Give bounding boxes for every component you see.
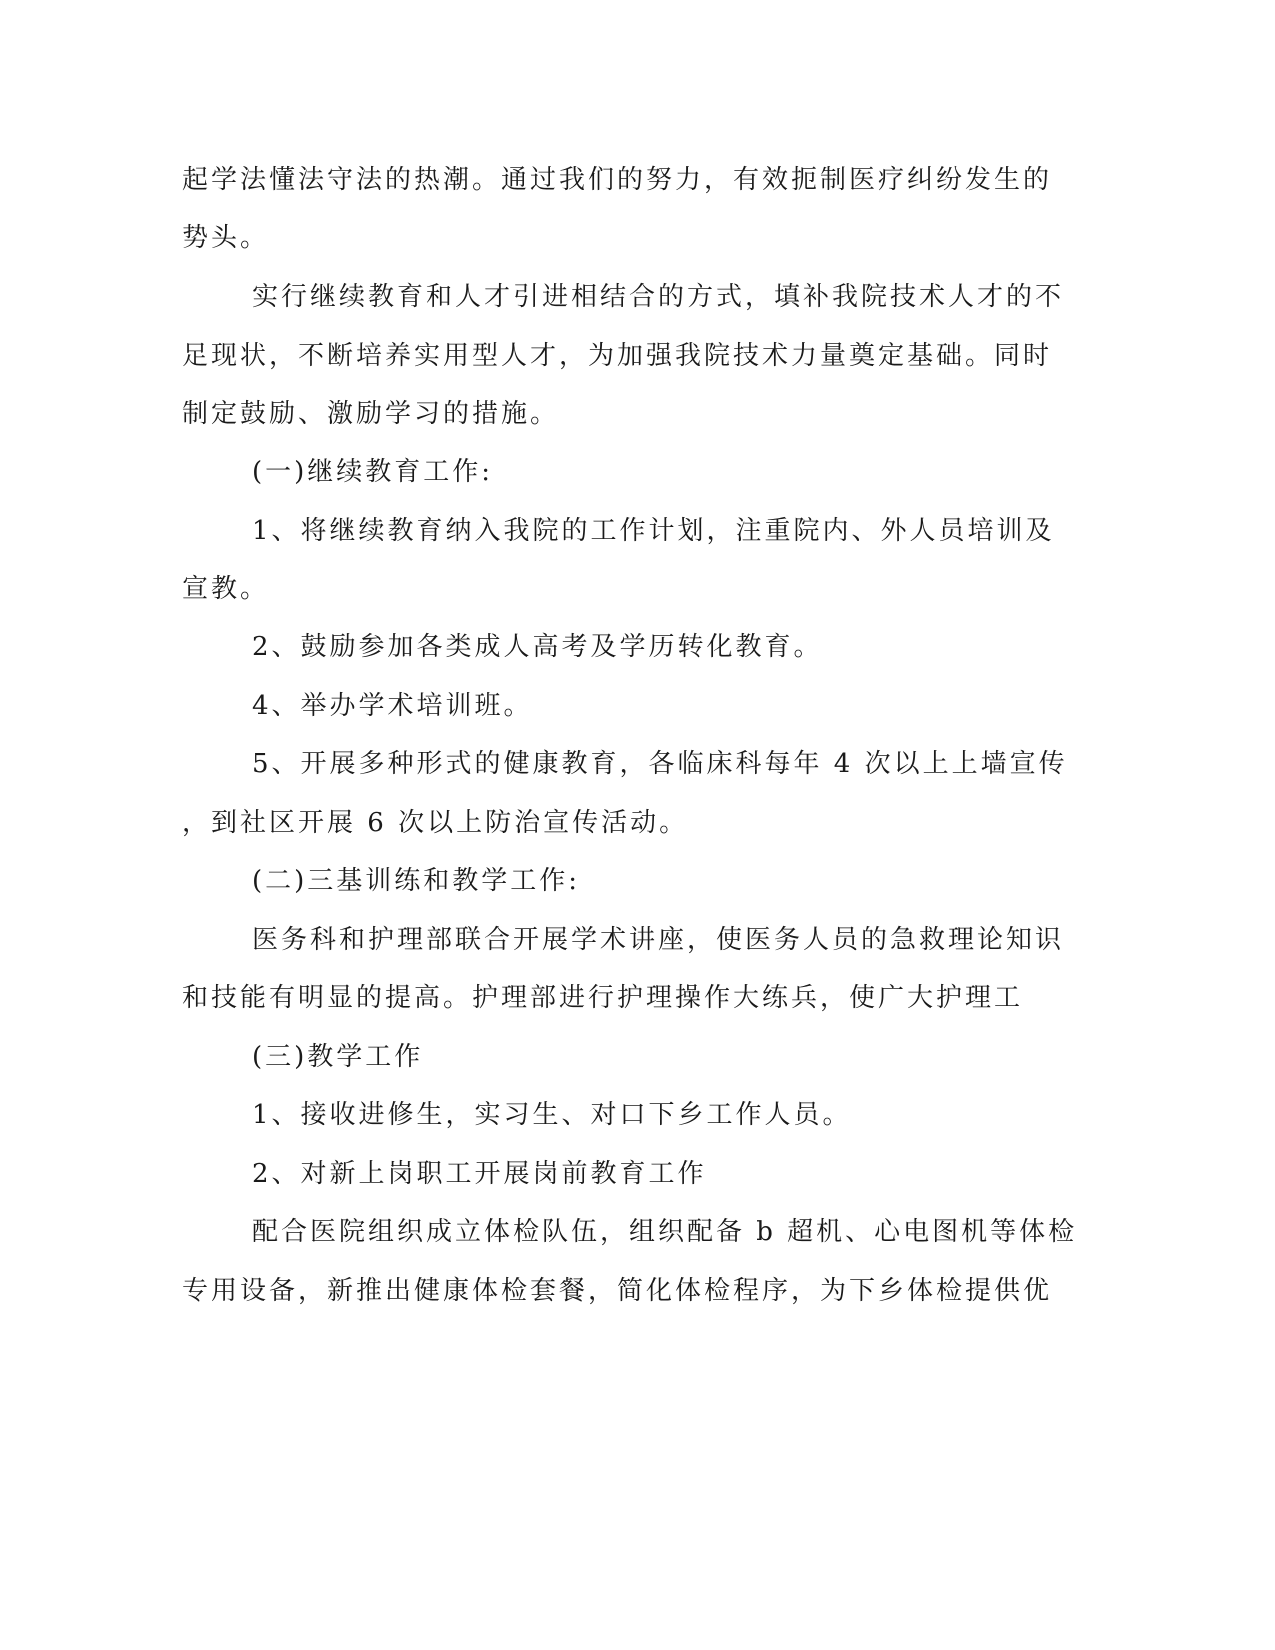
text-line: 宣教。 (182, 574, 270, 604)
section-heading: (三)教学工作 (252, 1042, 424, 1072)
text-line: 医务科和护理部联合开展学术讲座，使医务人员的急救理论知识 (252, 925, 1065, 955)
section-heading: (一)继续教育工作: (252, 457, 494, 487)
text-line: 势头。 (182, 223, 270, 253)
text-line: 足现状，不断培养实用型人才，为加强我院技术力量奠定基础。同时 (182, 341, 1053, 371)
text-line: 专用设备，新推出健康体检套餐，简化体检程序，为下乡体检提供优 (182, 1276, 1053, 1306)
section-heading: (二)三基训练和教学工作: (252, 866, 581, 896)
text-line: 起学法懂法守法的热潮。通过我们的努力，有效扼制医疗纠纷发生的 (182, 165, 1053, 195)
list-item: 4、举办学术培训班。 (252, 691, 533, 721)
list-item: 1、将继续教育纳入我院的工作计划，注重院内、外人员培训及 (252, 516, 1055, 546)
text-line: 和技能有明显的提高。护理部进行护理操作大练兵，使广大护理工 (182, 983, 1024, 1013)
text-line: 实行继续教育和人才引进相结合的方式，填补我院技术人才的不 (252, 282, 1065, 312)
text-line: 配合医院组织成立体检队伍，组织配备 b 超机、心电图机等体检 (252, 1217, 1078, 1247)
text-line: ，到社区开展 6 次以上防治宣传活动。 (182, 808, 689, 838)
list-item: 2、鼓励参加各类成人高考及学历转化教育。 (252, 632, 823, 662)
list-item: 1、接收进修生，实习生、对口下乡工作人员。 (252, 1100, 852, 1130)
text-line: 制定鼓励、激励学习的措施。 (182, 399, 560, 429)
list-item: 5、开展多种形式的健康教育，各临床科每年 4 次以上上墙宣传 (252, 749, 1068, 779)
list-item: 2、对新上岗职工开展岗前教育工作 (252, 1159, 707, 1189)
